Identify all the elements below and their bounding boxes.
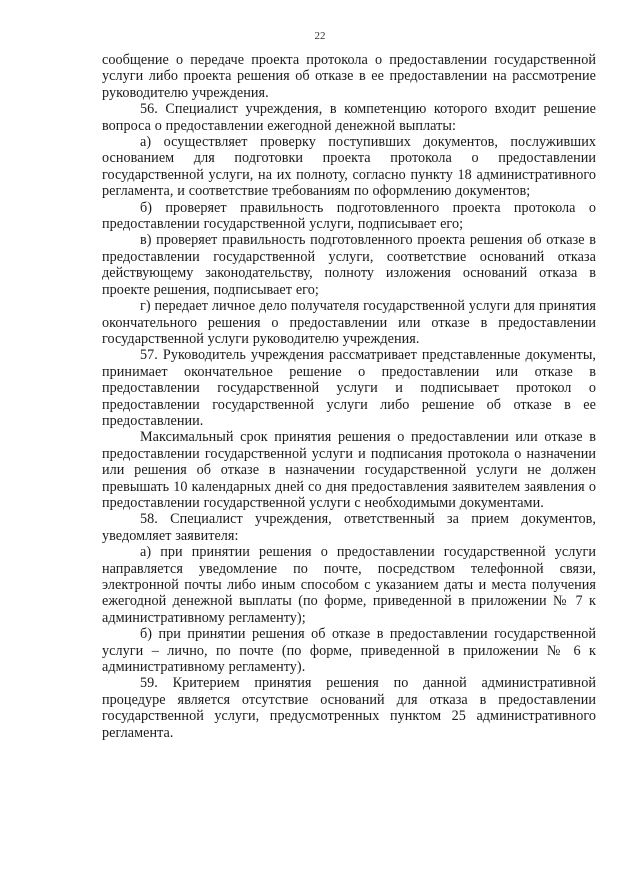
paragraph-58-a: а) при принятии решения о предоставлении государственной услуги направляется уведомление по почте, посредством телефонной связи, электронной почты либо иным способом с указанием даты и места получения ежегодной денежной выплаты (по форме, приведенной в приложении № 7 к административному регламенту); [102,544,596,626]
paragraph-57: 57. Руководитель учреждения рассматривает представленные документы, принимает окончательное решение о предоставлении или отказе в предоставлении государственной услуги и подписывает протокол о предоставлении государственной услуги либо решение об отказе в ее предоставлении. [102,347,596,429]
paragraph-58: 58. Специалист учреждения, ответственный за прием документов, уведомляет заявителя: [102,511,596,544]
paragraph-56-v: в) проверяет правильность подготовленного проекта решения об отказе в предоставлении государственной услуги, соответствие оснований отказа действующему законодательству, полноту изложения оснований отказа в проекте решения, подписывает его; [102,232,596,298]
paragraph-56-g: г) передает личное дело получателя государственной услуги для принятия окончательного решения о предоставлении или отказе в предоставлении государственной услуги руководителю учреждения. [102,298,596,347]
paragraph-58-b: б) при принятии решения об отказе в предоставлении государственной услуги – лично, по почте (по форме, приведенной в приложении № 6 к административному регламенту). [102,626,596,676]
paragraph-59: 59. Критерием принятия решения по данной административной процедуре является отсутствие оснований для отказа в предоставлении государственной услуги, предусмотренных пунктом 25 административного регламента. [102,675,596,741]
paragraph-continuation: сообщение о передаче проекта протокола о предоставлении государственной услуги либо проекта решения об отказе в ее предоставлении на рассмотрение руководителю учреждения. [102,52,596,101]
page-number: 22 [314,30,326,42]
document-body [102,52,596,741]
paragraph-56-b: б) проверяет правильность подготовленного проекта протокола о предоставлении государственной услуги, подписывает его; [102,199,596,233]
paragraph-56-a: а) осуществляет проверку поступивших документов, послуживших основанием для подготовки проекта протокола о предоставлении государственной услуги, на их полноту, согласно пункту 18 административного регламента, и соответствие требованиям по оформлению документов; [102,134,596,200]
paragraph-57-deadline: Максимальный срок принятия решения о предоставлении или отказе в предоставлении государственной услуги и подписания протокола о назначении или решения об отказе в назначении государственной услуги не должен превышать 10 календарных дней со дня предоставления заявителем заявления о предоставлении государственной услуги с необходимыми документами. [102,429,596,511]
paragraph-56: 56. Специалист учреждения, в компетенцию которого входит решение вопроса о предоставлении ежегодной денежной выплаты: [102,101,596,134]
